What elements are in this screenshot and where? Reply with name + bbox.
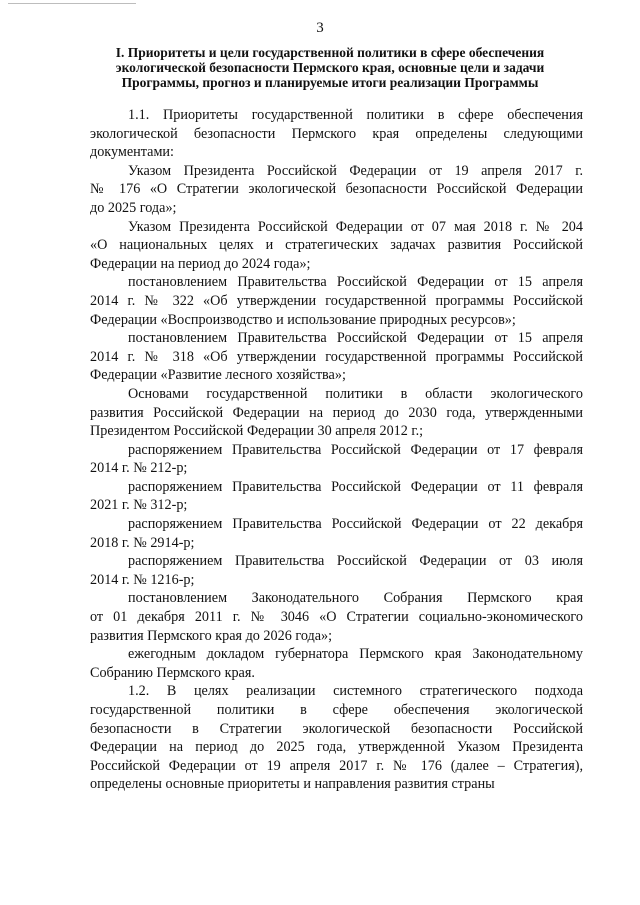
paragraph-line: распоряжением Правительства Российской Федерации от 17 февраля [128,441,583,458]
paragraph-line: 1.2. В целях реализации системного стратегического подхода [128,683,583,700]
section-heading [70,45,590,90]
document-body [90,106,583,794]
paragraph [90,589,583,645]
paragraph-line: определены основные приоритеты и направления развития страны [90,776,495,793]
paragraph-line: 2014 г. № 212-р; [90,460,188,477]
paragraph-line: Указом Президента Российской Федерации от 07 мая 2018 г. № 204 [128,218,583,235]
heading-line: экологической безопасности Пермского края, основные цели и задачи [115,60,545,75]
paragraph-line: 1.1. Приоритеты государственной политики в сфере обеспечения [128,107,583,123]
paragraph [90,552,583,589]
paragraph [90,273,583,329]
paragraph-line: распоряжением Правительства Российской Федерации от 22 декабря [128,516,583,533]
paragraph-line: постановлением Правительства Российской Федерации от 15 апреля [128,330,583,347]
paragraph-line: 2014 г. № 1216-р; [90,571,195,588]
paragraph-line: до 2025 года»; [90,199,177,216]
paragraph-line: развития Пермского края до 2026 года»; [90,627,333,644]
paragraph-line: Федерации «Воспроизводство и использование природных ресурсов»; [90,311,516,328]
scan-top-mark [8,0,136,4]
paragraph-line: распоряжением Правительства Российской Федерации от 11 февраля [128,478,583,495]
paragraph-line: государственной политики в сфере обеспечения экологической [90,702,583,718]
heading-line: I. Приоритеты и цели государственной политики в сфере обеспечения [115,45,545,60]
paragraph-line: 2014 г. № 318 «Об утверждении государственной программы Российской [90,348,583,365]
paragraph-line: Основами государственной политики в области экологического [128,385,583,402]
paragraph-line: ежегодным докладом губернатора Пермского края Законодательному [128,646,583,663]
paragraph-line: Федерации на период до 2024 года»; [90,255,311,272]
paragraph-line: Собранию Пермского края. [90,664,255,681]
paragraph [90,106,583,162]
paragraph [90,515,583,552]
paragraph [90,385,583,441]
paragraph-line: Российской Федерации от 19 апреля 2017 г. № 176 (далее – Стратегия), [90,757,583,774]
paragraph-line: 2014 г. № 322 «Об утверждении государственной программы Российской [90,292,583,309]
paragraph-line: развития Российской Федерации на период до 2030 года, утвержденными [90,404,583,421]
paragraph-line: от 01 декабря 2011 г. № 3046 «О Стратегии социально-экономического [90,609,583,626]
paragraph-line: экологической безопасности Пермского края определены следующими [90,125,583,142]
heading-line: Программы, прогноз и планируемые итоги реализации Программы [121,75,539,90]
paragraph-line: 2021 г. № 312-р; [90,497,188,514]
paragraph [90,162,583,218]
paragraph-line: постановлением Правительства Российской Федерации от 15 апреля [128,274,583,291]
paragraph-line: распоряжением Правительства Российской Федерации от 03 июля [128,553,583,570]
paragraph [90,645,583,682]
paragraph [90,682,583,794]
paragraph-line: Указом Президента Российской Федерации от 19 апреля 2017 г. [128,162,583,179]
paragraph-line: безопасности в Стратегии экологической безопасности Российской [90,720,583,737]
paragraph-line: № 176 «О Стратегии экологической безопасности Российской Федерации [90,181,583,198]
paragraph-line: Президентом Российской Федерации 30 апреля 2012 г.; [90,423,424,440]
paragraph [90,478,583,515]
paragraph-line: Федерации на период до 2025 года, утвержденной Указом Президента [90,739,583,756]
paragraph-line: постановлением Законодательного Собрания Пермского края [128,590,583,607]
paragraph-line: документами: [90,144,174,161]
paragraph [90,441,583,478]
paragraph-line: «О национальных целях и стратегических задачах развития Российской [90,237,583,254]
paragraph [90,218,583,274]
paragraph [90,329,583,385]
paragraph-line: 2018 г. № 2914-р; [90,534,195,551]
page-number: 3 [316,20,324,36]
paragraph-line: Федерации «Развитие лесного хозяйства»; [90,367,346,384]
